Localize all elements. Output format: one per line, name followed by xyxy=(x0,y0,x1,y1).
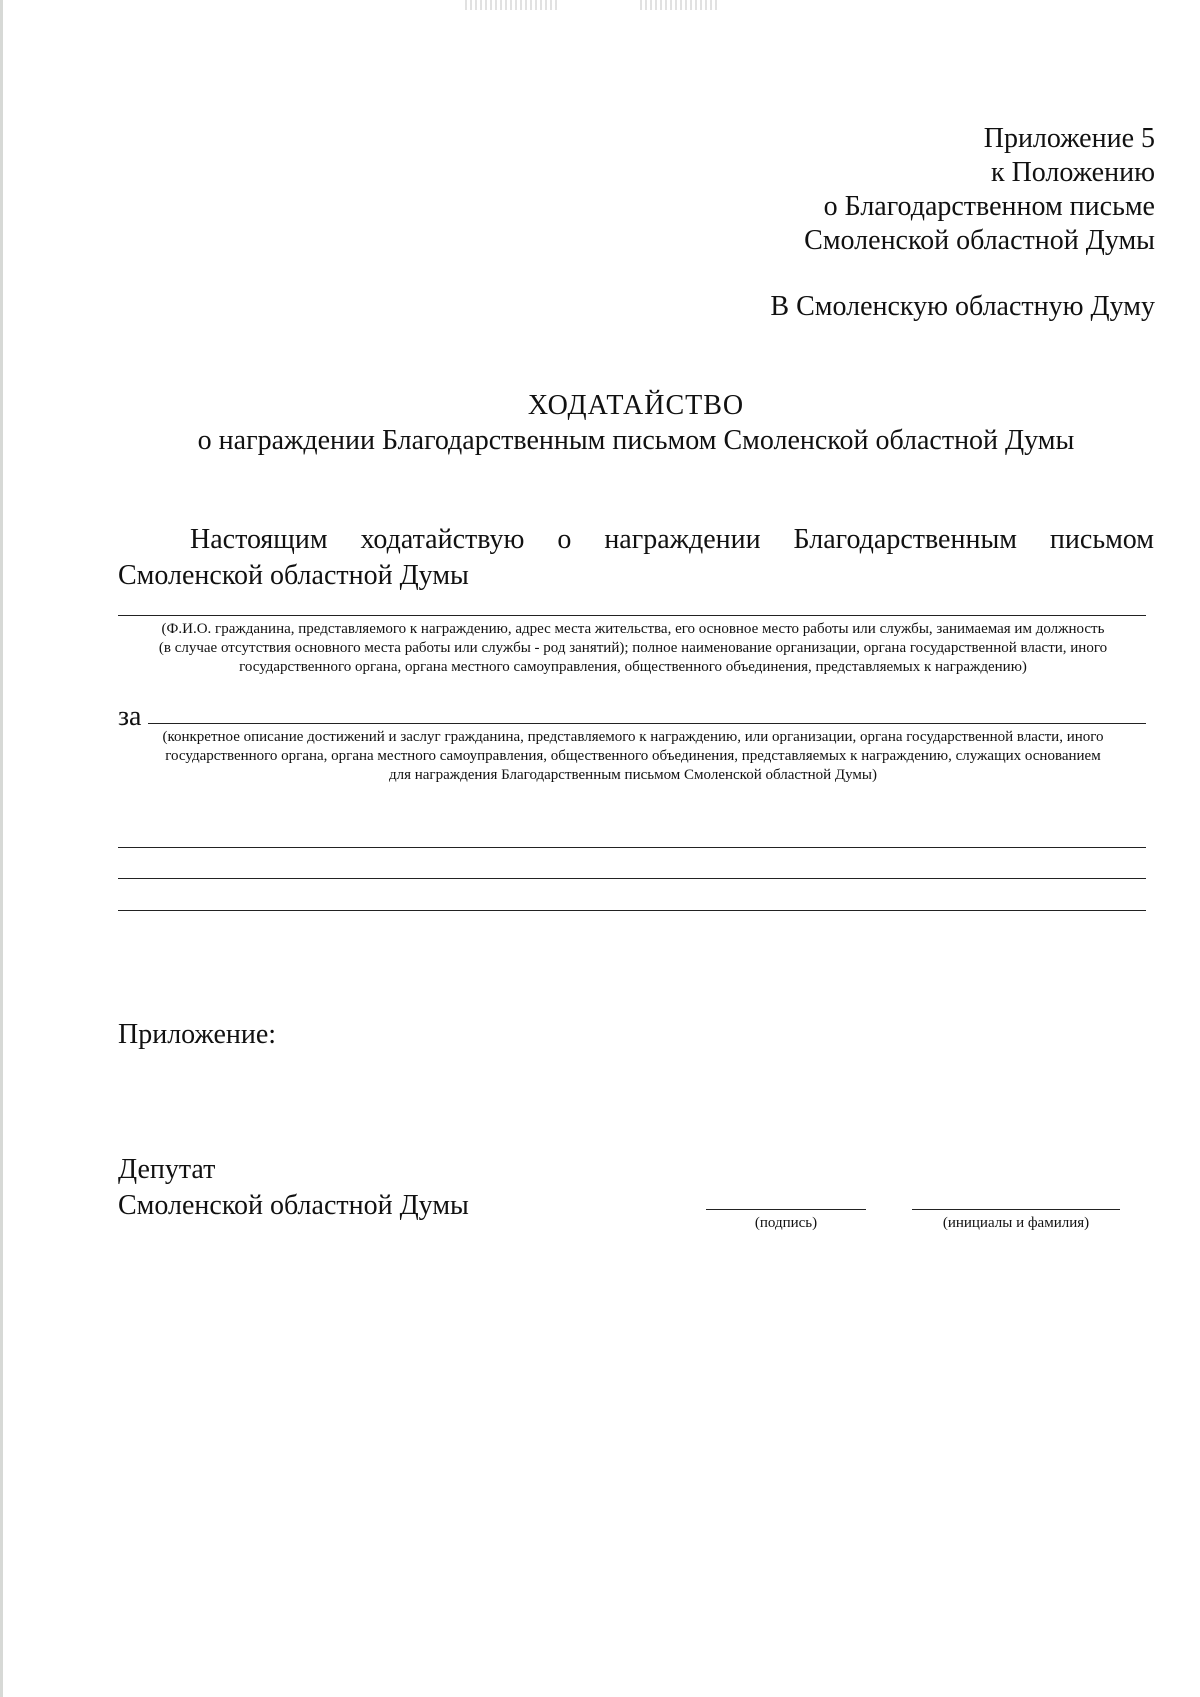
scan-artifact xyxy=(640,0,720,10)
hint-line: (конкретное описание достижений и заслуг гражданина, представляемого к награждению, или организации, органа государственной власти, иного xyxy=(162,729,1104,745)
merits-hint xyxy=(118,728,1148,785)
addressee: В Смоленскую областную Думу xyxy=(770,291,1155,322)
nominee-hint xyxy=(118,620,1148,677)
scan-edge xyxy=(0,0,3,1697)
signature-fill-line[interactable] xyxy=(706,1209,866,1210)
signature-caption: (подпись) xyxy=(754,1215,818,1231)
hint-line: государственного органа, органа местного самоуправления, общественного объединения, представляемых к награждению, служащих основанием xyxy=(165,748,1101,764)
petition-paragraph: Настоящим ходатайствую о награждении Благодарственным письмом Смоленской областной Думы xyxy=(118,524,1154,591)
document-subtitle: о награждении Благодарственным письмом Смоленской областной Думы xyxy=(197,425,1075,456)
merits-fill-line[interactable] xyxy=(148,723,1146,724)
nominee-fill-line[interactable] xyxy=(118,615,1146,616)
signer-line: Депутат xyxy=(118,1154,216,1185)
blank-fill-line[interactable] xyxy=(118,878,1146,879)
hint-line: (в случае отсутствия основного места работы или службы - род занятий); полное наименование организации, органа государственной власти, иного xyxy=(158,640,1108,656)
appendix-line: Смоленской областной Думы xyxy=(804,225,1155,256)
appendix-line: Приложение 5 xyxy=(983,123,1155,154)
hint-line: для награждения Благодарственным письмом Смоленской областной Думы) xyxy=(388,767,877,783)
document-title: ХОДАТАЙСТВО xyxy=(527,390,745,421)
name-fill-line[interactable] xyxy=(912,1209,1120,1210)
hint-line: (Ф.И.О. гражданина, представляемого к награждению, адрес места жительства, его основное место работы или службы, занимаемая им должность xyxy=(161,621,1105,637)
blank-fill-line[interactable] xyxy=(118,847,1146,848)
appendix-header xyxy=(555,122,1155,258)
appendix-line: о Благодарственном письме xyxy=(823,191,1155,222)
signer-line: Смоленской областной Думы xyxy=(118,1190,469,1221)
blank-fill-line[interactable] xyxy=(118,910,1146,911)
scan-artifact xyxy=(465,0,560,10)
signer-block xyxy=(118,1152,469,1224)
name-caption: (инициалы и фамилия) xyxy=(942,1215,1090,1231)
attachment-label: Приложение: xyxy=(118,1019,277,1050)
for-label: за xyxy=(118,701,142,732)
hint-line: государственного органа, органа местного самоуправления, общественного объединения, представляемых к награждению) xyxy=(239,659,1027,675)
appendix-line: к Положению xyxy=(990,157,1155,188)
